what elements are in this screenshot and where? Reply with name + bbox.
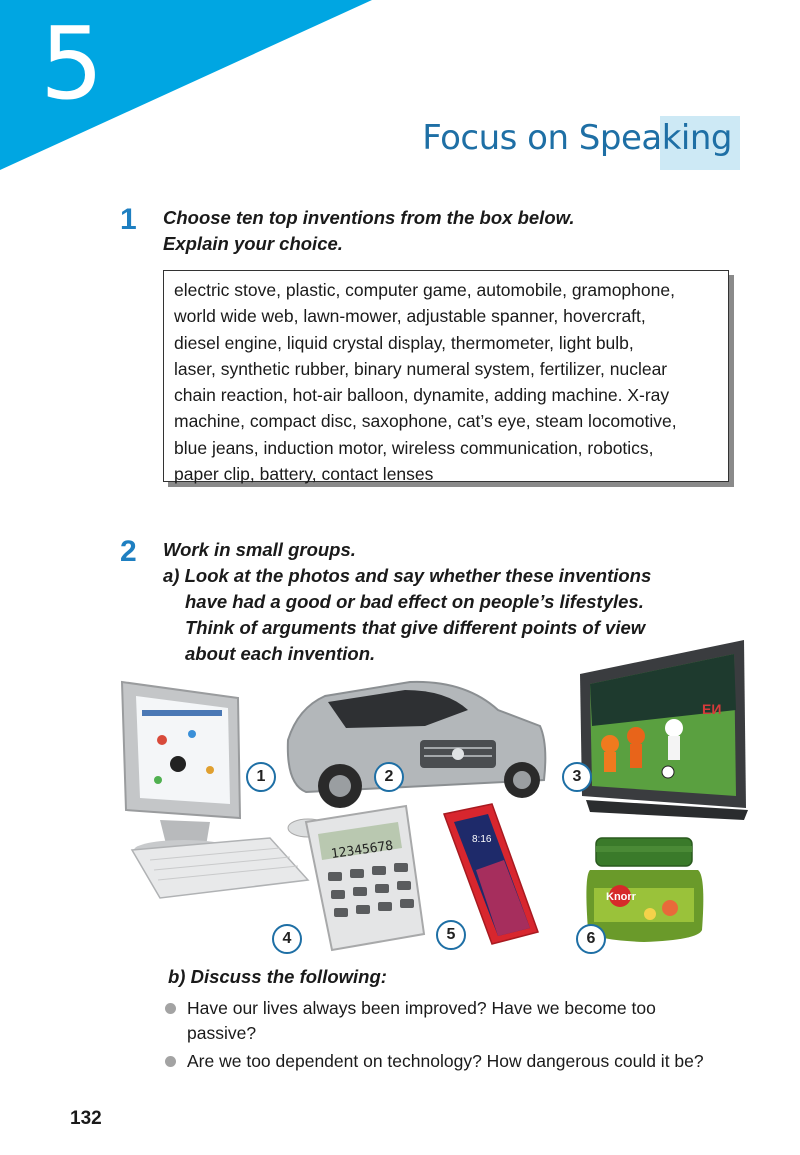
bullet-line: Are we too dependent on technology? How dangerous could it be? bbox=[187, 1051, 704, 1071]
photo-label-1: 1 bbox=[246, 762, 276, 792]
inventions-word-box bbox=[163, 270, 729, 485]
svg-text:EИ: EИ bbox=[702, 701, 722, 717]
inventions-photo-collage bbox=[120, 640, 780, 960]
exercise-2-part-b-heading: b) Discuss the following: bbox=[168, 966, 387, 987]
unit-number: 5 bbox=[40, 5, 104, 122]
calculator-illustration bbox=[306, 806, 424, 950]
photo-label-2: 2 bbox=[374, 762, 404, 792]
calculator-display: 12345678 bbox=[330, 838, 395, 863]
exercise-1-number: 1 bbox=[120, 203, 137, 236]
exercise-2-number: 2 bbox=[120, 535, 137, 568]
bullet-text bbox=[187, 996, 767, 1046]
bullet-dot-icon bbox=[165, 1056, 176, 1067]
page-number: 132 bbox=[70, 1108, 102, 1129]
word-box-line: paper clip, battery, contact lenses bbox=[174, 464, 434, 485]
word-box-line: electric stove, plastic, computer game, automobile, gramophone, bbox=[174, 280, 675, 300]
computer-illustration bbox=[122, 682, 328, 898]
word-box-line: chain reaction, hot-air balloon, dynamite, adding machine. X-ray bbox=[174, 385, 670, 406]
word-box-line: laser, synthetic rubber, binary numeral system, fertilizer, nuclear bbox=[174, 358, 668, 379]
exercise-1-instruction-line-1: Choose ten top inventions from the box below. bbox=[163, 207, 575, 228]
word-box-line: blue jeans, induction motor, wireless communication, robotics, bbox=[174, 437, 654, 458]
jar-illustration bbox=[586, 838, 703, 942]
bullet-dot-icon bbox=[165, 1003, 176, 1014]
exercise-1-instruction-line-2: Explain your choice. bbox=[163, 233, 343, 254]
bullet-line: passive? bbox=[187, 1023, 257, 1043]
photo-label-4: 4 bbox=[272, 924, 302, 954]
jar-brand-label: Knorr bbox=[606, 891, 636, 903]
word-box-line: world wide web, lawn-mower, adjustable spanner, hovercraft, bbox=[174, 306, 646, 327]
exercise-2-intro: Work in small groups. bbox=[163, 539, 356, 560]
section-title: Focus on Speaking bbox=[422, 118, 732, 158]
exercise-2-part-a-line: Think of arguments that give different points of view bbox=[185, 617, 646, 638]
bullet-line: Have our lives always been improved? Have we become too bbox=[187, 998, 656, 1018]
photo-label-6: 6 bbox=[576, 924, 606, 954]
photo-label-5: 5 bbox=[436, 920, 466, 950]
word-box-line: machine, compact disc, saxophone, cat’s eye, steam locomotive, bbox=[174, 411, 677, 432]
exercise-2-part-a-line: have had a good or bad effect on people’s lifestyles. bbox=[185, 591, 644, 612]
photo-illustrations bbox=[120, 640, 780, 960]
exercise-2-part-a-line: about each invention. bbox=[185, 643, 376, 664]
bullet-text bbox=[187, 1049, 767, 1074]
phone-screen-time: 8:16 bbox=[472, 834, 492, 845]
word-box-line: diesel engine, liquid crystal display, thermometer, light bulb, bbox=[174, 332, 634, 353]
photo-label-3: 3 bbox=[562, 762, 592, 792]
car-illustration bbox=[288, 682, 546, 808]
exercise-2-part-a-line: a) Look at the photos and say whether these inventions bbox=[163, 565, 652, 586]
tv-illustration bbox=[580, 640, 748, 820]
